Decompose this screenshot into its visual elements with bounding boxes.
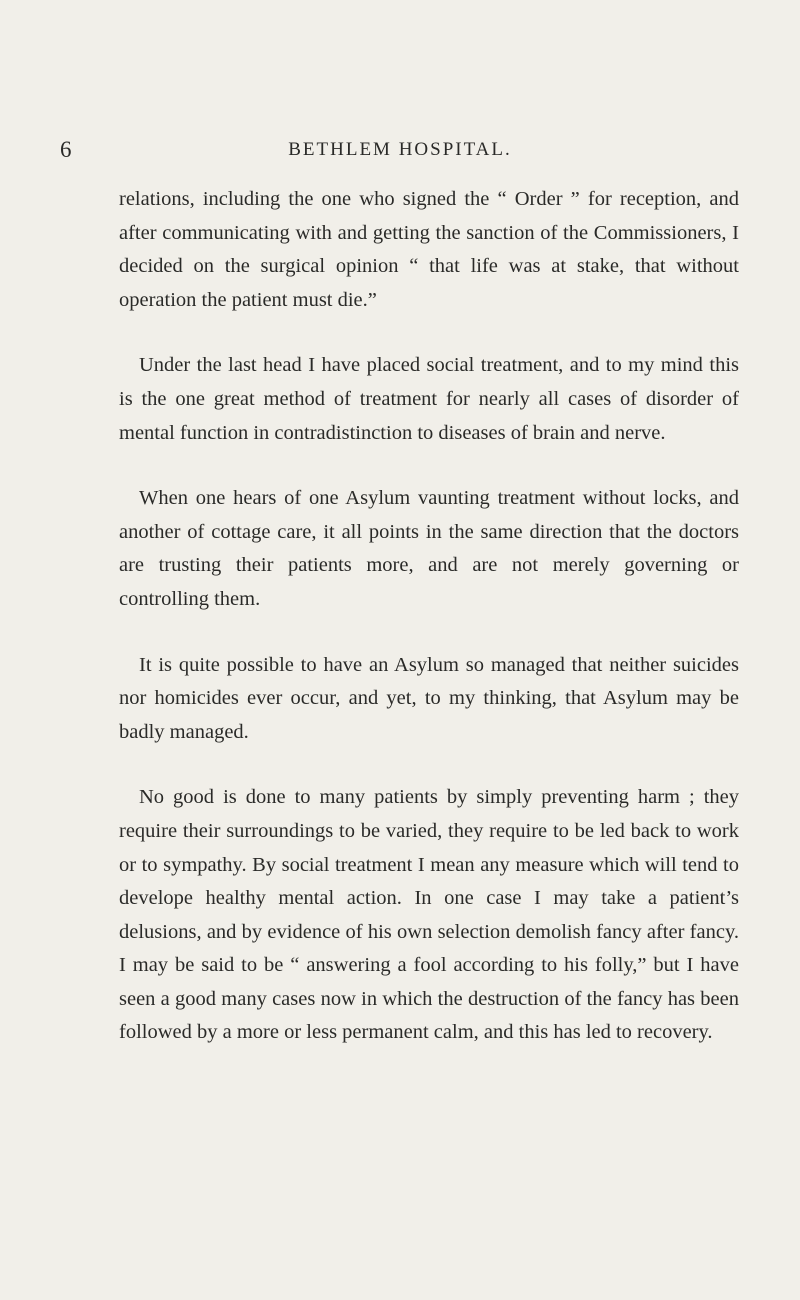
paragraph-preventing-harm: No good is done to many patients by simply preventing harm ; they require their surroundings to be varied, they require to be led back to work or to sympathy. By social treatment I mean any measure which will tend to develope healthy mental action. In one case I may take a patient’s delusions, and by evidence of his own selection demolish fancy after fancy. I may be said to be “ answering a fool according to his folly,” but I have seen a good many cases now in which the destruction of the fancy has been followed by a more or less permanent calm, and this has led to recovery.	[119, 786, 739, 1044]
page-number: 6	[60, 137, 72, 162]
paragraph-suicides-homicides: It is quite possible to have an Asylum so managed that neither suicides nor homicides ever occur, and yet, to my thinking, that Asylum may be badly managed.	[119, 653, 739, 743]
page-header	[0, 135, 800, 165]
body-text	[119, 183, 739, 1050]
running-title: BETHLEM HOSPITAL.	[288, 139, 512, 160]
paragraph-social-treatment: Under the last head I have placed social treatment, and to my mind this is the one great method of treatment for nearly all cases of disorder of mental function in contradistinction to diseases of brain and nerve.	[119, 354, 739, 444]
paragraph-asylum-vaunting: When one hears of one Asylum vaunting treatment without locks, and another of cottage care, it all points in the same direction that the doctors are trusting their patients more, and are not merely governing or controlling them.	[119, 487, 739, 610]
paragraph-continued: relations, including the one who signed the “ Order ” for reception, and after communicating with and getting the sanction of the Commissioners, I decided on the surgical opinion “ that life was at stake, that without operation the patient must die.”	[119, 188, 739, 311]
